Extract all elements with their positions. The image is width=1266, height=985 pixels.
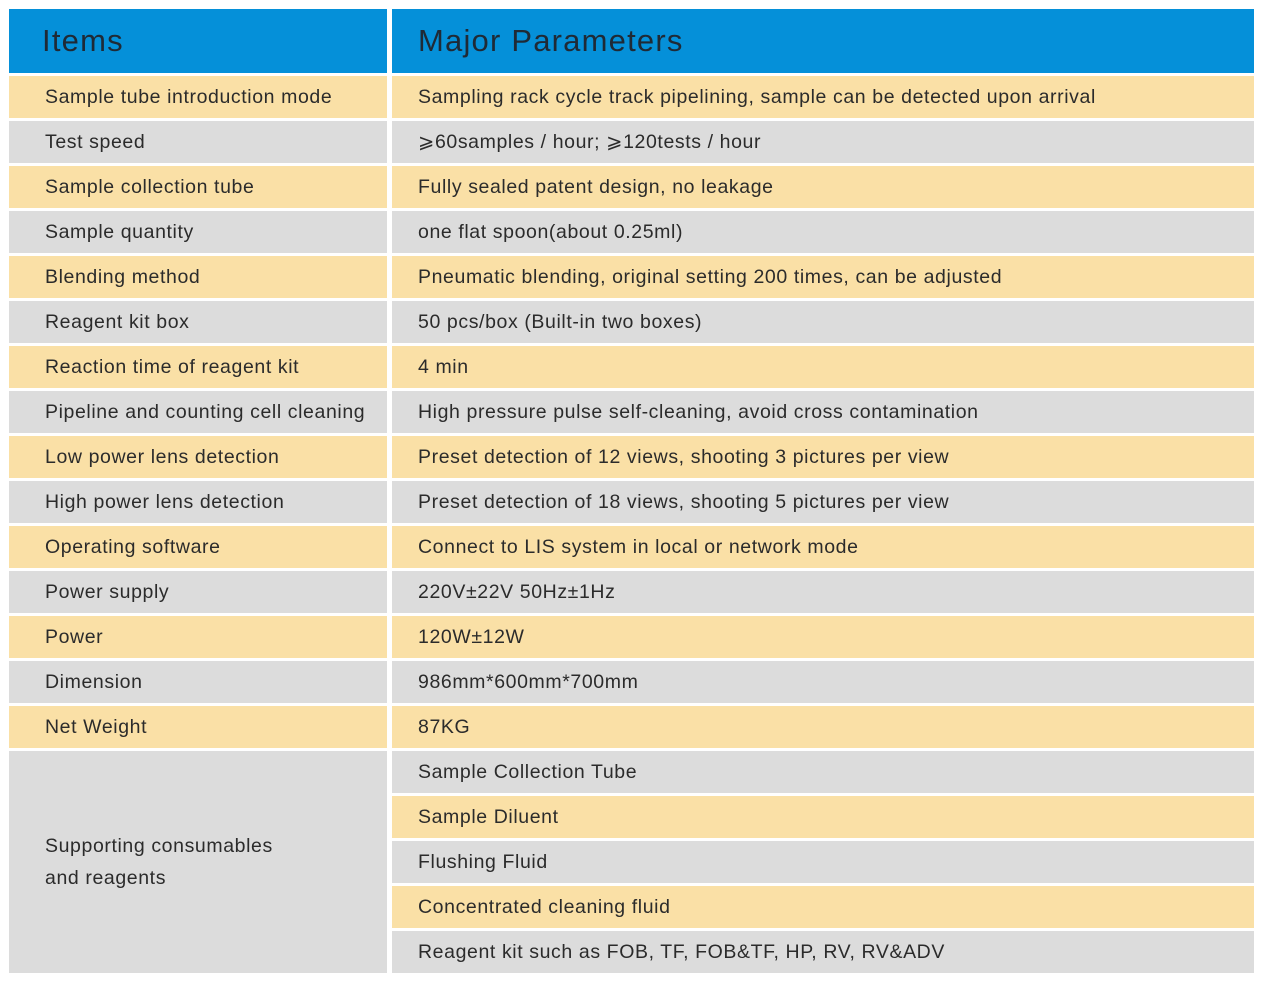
item-cell: Low power lens detection bbox=[9, 436, 387, 478]
consumable-param-cell: Reagent kit such as FOB, TF, FOB&TF, HP, RV, RV&ADV bbox=[392, 931, 1254, 973]
item-cell: Sample tube introduction mode bbox=[9, 76, 387, 118]
header-items: Items bbox=[9, 9, 387, 73]
item-cell: Blending method bbox=[9, 256, 387, 298]
param-cell: Preset detection of 12 views, shooting 3 pictures per view bbox=[392, 436, 1254, 478]
param-cell: one flat spoon(about 0.25ml) bbox=[392, 211, 1254, 253]
item-cell: Operating software bbox=[9, 526, 387, 568]
item-cell: Dimension bbox=[9, 661, 387, 703]
param-cell: ⩾60samples / hour; ⩾120tests / hour bbox=[392, 121, 1254, 163]
param-cell: Pneumatic blending, original setting 200 times, can be adjusted bbox=[392, 256, 1254, 298]
item-cell: Reaction time of reagent kit bbox=[9, 346, 387, 388]
item-cell: Power supply bbox=[9, 571, 387, 613]
param-cell: High pressure pulse self-cleaning, avoid cross contamination bbox=[392, 391, 1254, 433]
item-cell: High power lens detection bbox=[9, 481, 387, 523]
param-cell: Sampling rack cycle track pipelining, sample can be detected upon arrival bbox=[392, 76, 1254, 118]
item-cell: Power bbox=[9, 616, 387, 658]
consumables-item-line1: Supporting consumables bbox=[45, 835, 273, 857]
consumables-item-cell bbox=[9, 751, 387, 973]
param-cell: 4 min bbox=[392, 346, 1254, 388]
param-cell: 87KG bbox=[392, 706, 1254, 748]
item-cell: Sample quantity bbox=[9, 211, 387, 253]
item-cell: Test speed bbox=[9, 121, 387, 163]
param-cell: 986mm*600mm*700mm bbox=[392, 661, 1254, 703]
param-cell: Preset detection of 18 views, shooting 5 pictures per view bbox=[392, 481, 1254, 523]
item-cell: Net Weight bbox=[9, 706, 387, 748]
consumable-param-cell: Sample Collection Tube bbox=[392, 751, 1254, 793]
param-cell: 50 pcs/box (Built-in two boxes) bbox=[392, 301, 1254, 343]
header-major-parameters: Major Parameters bbox=[392, 9, 1254, 73]
param-cell: 220V±22V 50Hz±1Hz bbox=[392, 571, 1254, 613]
item-cell: Pipeline and counting cell cleaning bbox=[9, 391, 387, 433]
item-cell: Sample collection tube bbox=[9, 166, 387, 208]
param-cell: Connect to LIS system in local or network mode bbox=[392, 526, 1254, 568]
consumable-param-cell: Flushing Fluid bbox=[392, 841, 1254, 883]
param-cell: Fully sealed patent design, no leakage bbox=[392, 166, 1254, 208]
consumable-param-cell: Sample Diluent bbox=[392, 796, 1254, 838]
consumables-item-line2: and reagents bbox=[45, 867, 167, 889]
consumable-param-cell: Concentrated cleaning fluid bbox=[392, 886, 1254, 928]
spec-table bbox=[9, 9, 1254, 976]
param-cell: 120W±12W bbox=[392, 616, 1254, 658]
item-cell: Reagent kit box bbox=[9, 301, 387, 343]
